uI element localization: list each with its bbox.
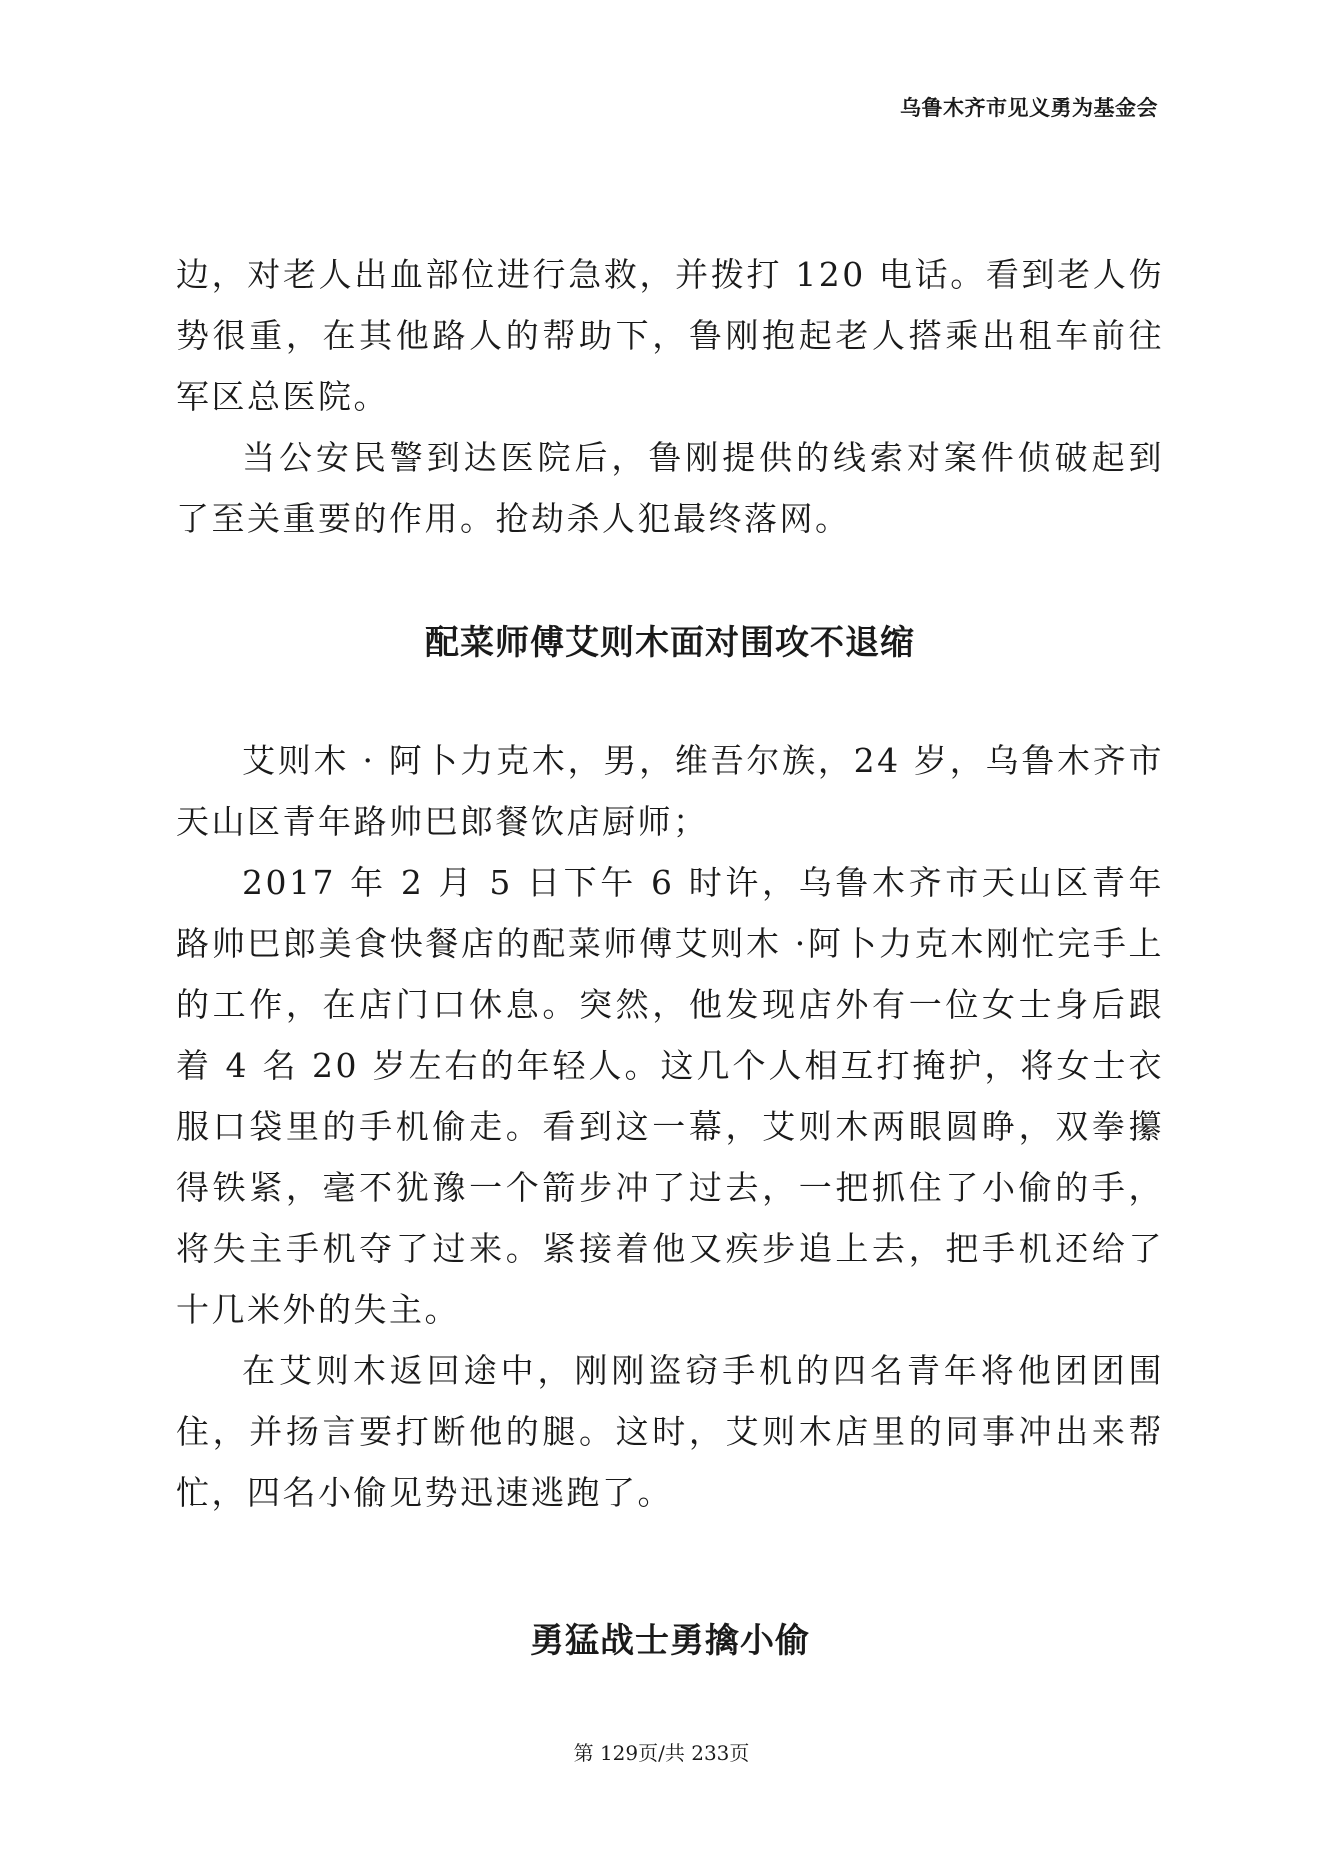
document-body bbox=[176, 244, 1164, 1662]
paragraph: 边，对老人出血部位进行急救，并拨打 120 电话。看到老人伤势很重，在其他路人的帮助下，鲁刚抱起老人搭乘出租车前往军区总医院。 bbox=[176, 255, 1164, 416]
section-heading: 配菜师傅艾则木面对围攻不退缩 bbox=[425, 623, 915, 663]
section-heading: 勇猛战士勇擒小偷 bbox=[530, 1621, 810, 1661]
paragraph: 在艾则木返回途中，刚刚盗窃手机的四名青年将他团团围住，并扬言要打断他的腿。这时，艾则木店里的同事冲出来帮忙，四名小偷见势迅速逃跑了。 bbox=[176, 1351, 1164, 1512]
paragraph: 当公安民警到达医院后，鲁刚提供的线索对案件侦破起到了至关重要的作用。抢劫杀人犯最终落网。 bbox=[176, 438, 1164, 538]
paragraph: 2017 年 2 月 5 日下午 6 时许，乌鲁木齐市天山区青年路帅巴郎美食快餐店的配菜师傅艾则木 ·阿卜力克木刚忙完手上的工作，在店门口休息。突然，他发现店外有一位女士身后跟着 4 名 20 岁左右的年轻人。这几个人相互打掩护，将女士衣服口袋里的手机偷走。看到这一幕，艾则木两眼圆睁，双拳攥得铁紧，毫不犹豫一个箭步冲了过去，一把抓住了小偷的手，将失主手机夺了过来。紧接着他又疾步追上去，把手机还给了十几米外的失主。 bbox=[176, 863, 1164, 1329]
paragraph: 艾则木 · 阿卜力克木，男，维吾尔族，24 岁，乌鲁木齐市天山区青年路帅巴郎餐饮店厨师； bbox=[176, 741, 1164, 841]
page-number: 第 129页/共 233页 bbox=[573, 1741, 750, 1765]
header-org-name: 乌鲁木齐市见义勇为基金会 bbox=[900, 95, 1158, 120]
